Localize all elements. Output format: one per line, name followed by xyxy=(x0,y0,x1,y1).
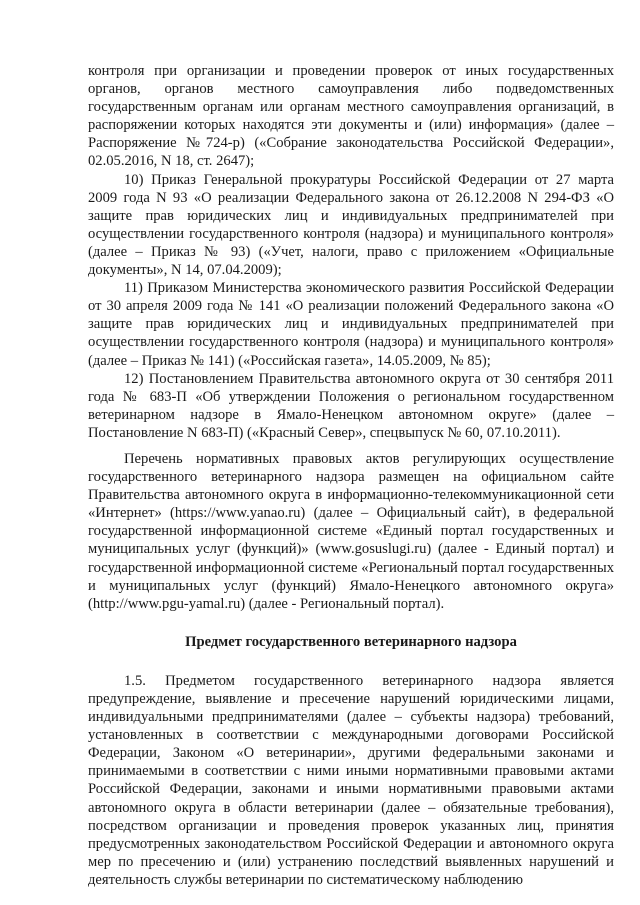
section-heading: Предмет государственного ветеринарного надзора xyxy=(185,633,517,650)
paragraph-item-12: 12) Постановлением Правительства автономного округа от 30 сентября 2011 года № 683-П «Об утверждении Положения о региональном государственном ветеринарном надзоре в Ямало-Ненецком автономном округе» (далее – Постановление N 683-П) («Красный Север», спецвыпуск № 60, 07.10.2011). xyxy=(88,370,614,441)
paragraph-1-5: 1.5. Предметом государственного ветеринарного надзора является предупреждение, выявление и пресечение нарушений юридическими лицами, индивидуальными предпринимателями (далее – субъекты надзора) требований, установленных в соответствии с международными договорами Российской Федерации, Законом «О ветеринарии», другими федеральными законами и принимаемыми в соответствии с ними иными нормативными правовыми актами Российской Федерации, законами и иными нормативными правовыми актами автономного округа в области ветеринарии (далее – обязательные требования), посредством организации и проведения проверок указанных лиц, принятия предусмотренных законодательством Российской Федерации и автономного округа мер по пресечению и (или) устранению последствий выявленных нарушений и деятельность службы ветеринарии по систематическому наблюдению xyxy=(88,672,614,888)
paragraph-legal-acts-list: Перечень нормативных правовых актов регулирующих осуществление государственного ветеринарного надзора размещен на официальном сайте Правительства автономного округа в информационно-телекоммуникационной сети «Интернет» (https://www.yanao.ru) (далее – Официальный сайт), в федеральной государственной информационной системе «Единый портал государственных и муниципальных услуг (функций)» (www.gosuslugi.ru) (далее - Единый портал) и государственной информационной системе «Региональный портал государственных и муниципальных услуг (функций) Ямало-Ненецкого автономного округа» (http://www.pgu-yamal.ru) (далее - Региональный портал). xyxy=(88,450,614,612)
paragraph-item-10: 10) Приказ Генеральной прокуратуры Российской Федерации от 27 марта 2009 года N 93 «О реализации Федерального закона от 26.12.2008 N 294-ФЗ «О защите прав юридических лиц и индивидуальных предпринимателей при осуществлении государственного контроля (надзора) и муниципального контроля» (далее – Приказ № 93) («Учет, налоги, право с приложением «Официальные документы», N 14, 07.04.2009); xyxy=(88,171,614,279)
paragraph-continuation-724r: контроля при организации и проведении проверок от иных государственных органов, органов местного самоуправления либо подведомственных государственным органам или органам местного самоуправления организаций, в распоряжении которых находятся эти документы и (или) информация» (далее – Распоряжение №724-р) («Собрание законодательства Российской Федерации», 02.05.2016, N 18, ст. 2647); xyxy=(88,63,614,170)
paragraph-item-11: 11) Приказом Министерства экономического развития Российской Федерации от 30 апреля 2009 года № 141 «О реализации положений Федерального закона «О защите прав юридических лиц и индивидуальных предпринимателей при осуществлении государственного контроля (надзора) и муниципального контроля» (далее – Приказ № 141) («Российская газета», 14.05.2009, № 85); xyxy=(88,280,614,369)
